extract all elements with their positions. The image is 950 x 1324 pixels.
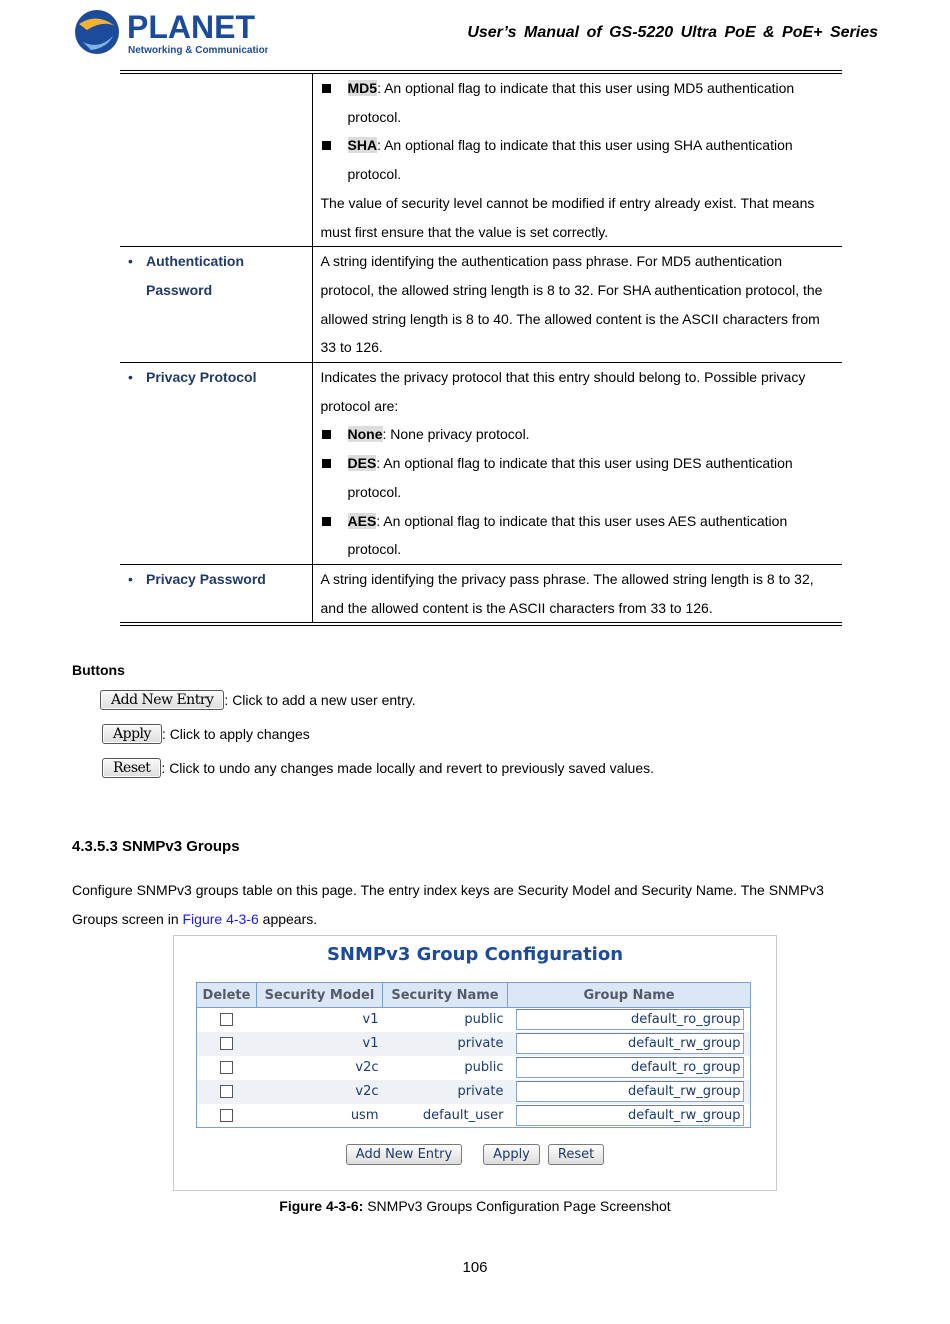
- section-paragraph: Configure SNMPv3 groups table on this page. The entry index keys are Security Model and Security Name. The SNMPv3 Groups screen in Figure 4-3-6 appears.: [72, 882, 824, 927]
- param-cell: [120, 564, 312, 624]
- bullet-icon: •: [128, 570, 133, 587]
- table-row: [197, 1104, 751, 1128]
- col-delete: Delete: [197, 983, 257, 1008]
- param-cell: [120, 247, 312, 363]
- security-model: v2c: [257, 1080, 383, 1104]
- bullet-icon: •: [128, 369, 133, 386]
- table-row: [120, 363, 842, 565]
- group-name-input[interactable]: default_ro_group: [516, 1009, 744, 1030]
- figure-button-bar: [174, 1144, 776, 1165]
- section-heading: 4.3.5.3 SNMPv3 Groups: [72, 838, 240, 855]
- add-new-entry-button[interactable]: Add New Entry: [346, 1144, 462, 1165]
- list-item: None: None privacy protocol.: [321, 420, 839, 449]
- note-text: The value of security level cannot be modified if entry already exist. That means must first ensure that the value is set correctly.: [320, 194, 815, 240]
- security-model: v2c: [355, 1060, 379, 1075]
- param-cell: [120, 363, 312, 565]
- figure-link[interactable]: Figure 4-3-6: [182, 911, 259, 927]
- col-security-name: Security Name: [383, 983, 508, 1008]
- delete-checkbox[interactable]: [220, 1061, 233, 1074]
- desc-cell: [312, 72, 842, 247]
- security-name: private: [383, 1032, 508, 1056]
- delete-checkbox[interactable]: [220, 1085, 233, 1098]
- button-desc-row: [102, 724, 310, 744]
- param-name: Authentication Password: [146, 253, 244, 298]
- button-desc: : Click to undo any changes made locally and revert to previously saved values.: [161, 760, 655, 776]
- desc-cell: Indicates the privacy protocol that this entry should belong to. Possible privacy protocol are: None: None privacy protocol. DES: An optional flag to indicate that this user using DES authentication protocol. AES: An optional flag to indicate that this user uses AES authentication protocol.: [312, 363, 842, 565]
- svg-text:PLANET: PLANET: [127, 9, 255, 45]
- table-row: [120, 72, 842, 247]
- button-desc: : Click to add a new user entry.: [224, 692, 416, 708]
- table-row: [197, 1008, 751, 1032]
- list-item: MD5: An optional flag to indicate that this user using MD5 authentication protocol.: [321, 74, 839, 131]
- list-item: DES: An optional flag to indicate that this user using DES authentication protocol.: [321, 449, 839, 506]
- figure-caption: Figure 4-3-6: SNMPv3 Groups Configuration Page Screenshot: [279, 1198, 671, 1214]
- col-security-model: Security Model: [257, 983, 383, 1008]
- apply-button[interactable]: Apply: [102, 724, 162, 744]
- square-bullet-icon: [321, 131, 348, 188]
- list-item: AES: An optional flag to indicate that this user uses AES authentication protocol.: [321, 507, 839, 564]
- security-model: v1: [257, 1032, 383, 1056]
- svg-text:Networking & Communication: Networking & Communication: [128, 45, 268, 56]
- page-number: 106: [462, 1259, 488, 1276]
- manual-title: User’s Manual of GS-5220 Ultra PoE & PoE+ Series: [467, 24, 878, 41]
- list-item: SHA: An optional flag to indicate that this user using SHA authentication protocol.: [321, 131, 839, 188]
- button-desc: : Click to apply changes: [161, 726, 310, 742]
- security-name: public: [464, 1012, 504, 1028]
- square-bullet-icon: [321, 74, 348, 131]
- desc-cell: A string identifying the authentication pass phrase. For MD5 authentication protocol, the allowed string length is 8 to 32. For SHA authentication protocol, the allowed string length is 8 to 40. The allowed content is the ASCII characters from 33 to 126.: [312, 247, 842, 363]
- param-name: Privacy Password: [146, 570, 266, 587]
- square-bullet-icon: [321, 420, 348, 449]
- planet-logo: [73, 6, 268, 58]
- security-model: usm: [257, 1104, 383, 1128]
- security-name: public: [464, 1060, 504, 1075]
- security-name: private: [383, 1080, 508, 1104]
- table-header-row: [197, 983, 751, 1008]
- security-model: v1: [362, 1012, 379, 1028]
- button-desc-row: [102, 758, 654, 778]
- add-new-entry-button[interactable]: Add New Entry: [100, 690, 224, 710]
- bullet-icon: •: [128, 253, 133, 270]
- table-row: [120, 247, 842, 363]
- table-row: [197, 1032, 751, 1056]
- group-name-input[interactable]: default_rw_group: [516, 1105, 744, 1126]
- square-bullet-icon: [321, 507, 348, 564]
- delete-checkbox[interactable]: [220, 1013, 233, 1026]
- group-table: [196, 982, 751, 1128]
- keyword: MD5: [347, 80, 378, 96]
- keyword: SHA: [347, 137, 378, 154]
- param-name: Privacy Protocol: [146, 369, 257, 386]
- button-desc-row: [100, 690, 416, 710]
- group-name-input[interactable]: default_rw_group: [516, 1033, 744, 1054]
- param-cell: [120, 72, 312, 247]
- col-group-name: Group Name: [508, 983, 751, 1008]
- group-name-input[interactable]: default_rw_group: [516, 1081, 744, 1102]
- table-row: [120, 564, 842, 624]
- keyword: AES: [347, 512, 377, 529]
- table-row: [197, 1056, 751, 1080]
- reset-button[interactable]: Reset: [102, 758, 161, 778]
- apply-button[interactable]: Apply: [483, 1144, 540, 1165]
- table-row: [197, 1080, 751, 1104]
- reset-button[interactable]: Reset: [548, 1144, 604, 1165]
- keyword: None: [347, 426, 383, 443]
- delete-checkbox[interactable]: [220, 1109, 233, 1122]
- desc-cell: A string identifying the privacy pass phrase. The allowed string length is 8 to 32, and the allowed content is the ASCII characters from 33 to 126.: [312, 564, 842, 624]
- delete-checkbox[interactable]: [220, 1037, 233, 1050]
- buttons-heading: Buttons: [72, 662, 125, 678]
- square-bullet-icon: [321, 449, 348, 506]
- parameter-table: [120, 70, 842, 626]
- figure-title: SNMPv3 Group Configuration: [326, 944, 624, 965]
- group-name-input[interactable]: default_ro_group: [516, 1057, 744, 1078]
- figure-screenshot: [173, 935, 777, 1191]
- planet-logo-icon: [73, 6, 268, 58]
- security-name: default_user: [383, 1104, 508, 1128]
- keyword: DES: [347, 455, 377, 472]
